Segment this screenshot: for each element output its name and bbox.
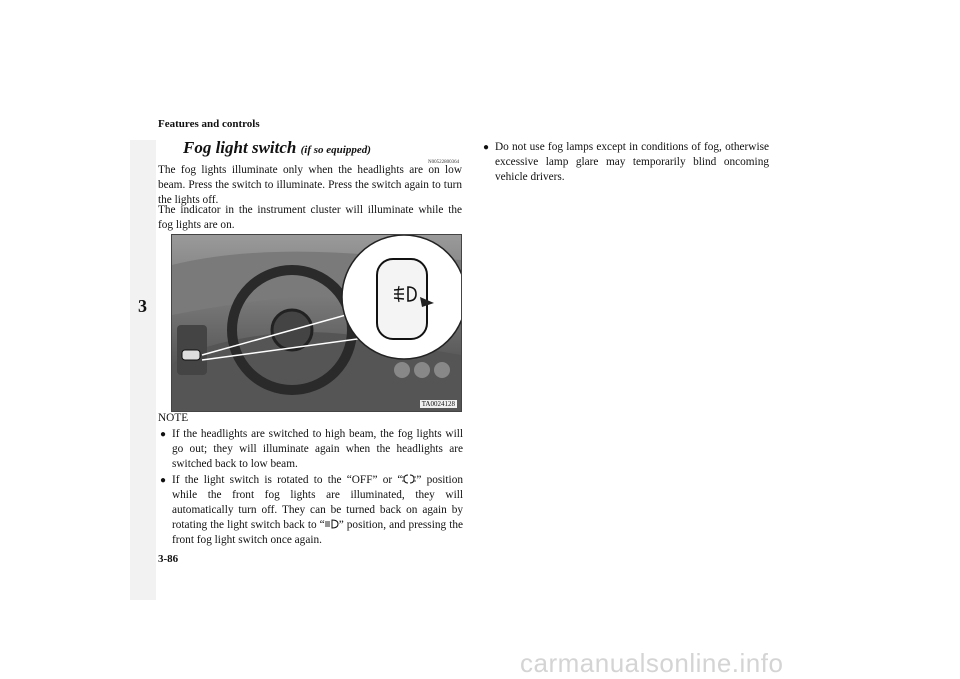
dashboard-drawing <box>172 235 461 411</box>
indicator-paragraph: The indicator in the instrument cluster will illuminate while the fog lights are on. <box>158 204 462 231</box>
intro-paragraph: The fog lights illuminate only when the headlights are on low beam. Press the switch to illuminate. Press the switch again to turn the lights off. <box>158 164 462 206</box>
chapter-tab <box>130 140 156 600</box>
headlight-icon <box>325 519 339 529</box>
note-bullet-2 <box>160 473 463 548</box>
right-bullet-1 <box>483 140 769 185</box>
title-main: Fog light switch <box>183 138 297 157</box>
note-bullet-2-text-c: ” position, and pressing the front fog light switch once again. <box>172 519 463 546</box>
figure-code: TA0024128 <box>421 400 455 408</box>
bullet-dot-icon: ● <box>160 475 167 486</box>
doc-id: N00522800364 <box>428 160 460 165</box>
title-sub: (if so equipped) <box>300 144 371 156</box>
right-bullet-1-text: Do not use fog lamps except in conditions of fog, otherwise excessive lamp glare may temporarily blind oncoming vehicle drivers. <box>495 141 769 183</box>
bullet-dot-icon: ● <box>483 142 490 153</box>
parking-light-icon <box>402 474 416 484</box>
note-bullet-2-text-a: If the light switch is rotated to the “OFF” or “ <box>172 474 403 486</box>
page-number: 3-86 <box>158 553 179 565</box>
fog-light-icon <box>392 285 420 308</box>
note-label: NOTE <box>158 412 189 424</box>
watermark: carmanualsonline.info <box>520 648 784 678</box>
note-bullet-2-text-b: ” position while the front fog lights are illuminated, they will automatically turn off. They can be turned back on again by rotating the light switch back to “ <box>172 474 463 531</box>
note-bullet-1-text: If the headlights are switched to high beam, the fog lights will go out; they will illuminate again when the headlights are switched back to low beam. <box>172 428 463 470</box>
dashboard-illustration <box>171 234 462 412</box>
page-title <box>183 138 371 158</box>
bullet-dot-icon: ● <box>160 429 167 440</box>
chapter-number: 3 <box>138 296 147 316</box>
note-bullet-1 <box>160 427 463 472</box>
section-title: Features and controls <box>158 118 260 130</box>
